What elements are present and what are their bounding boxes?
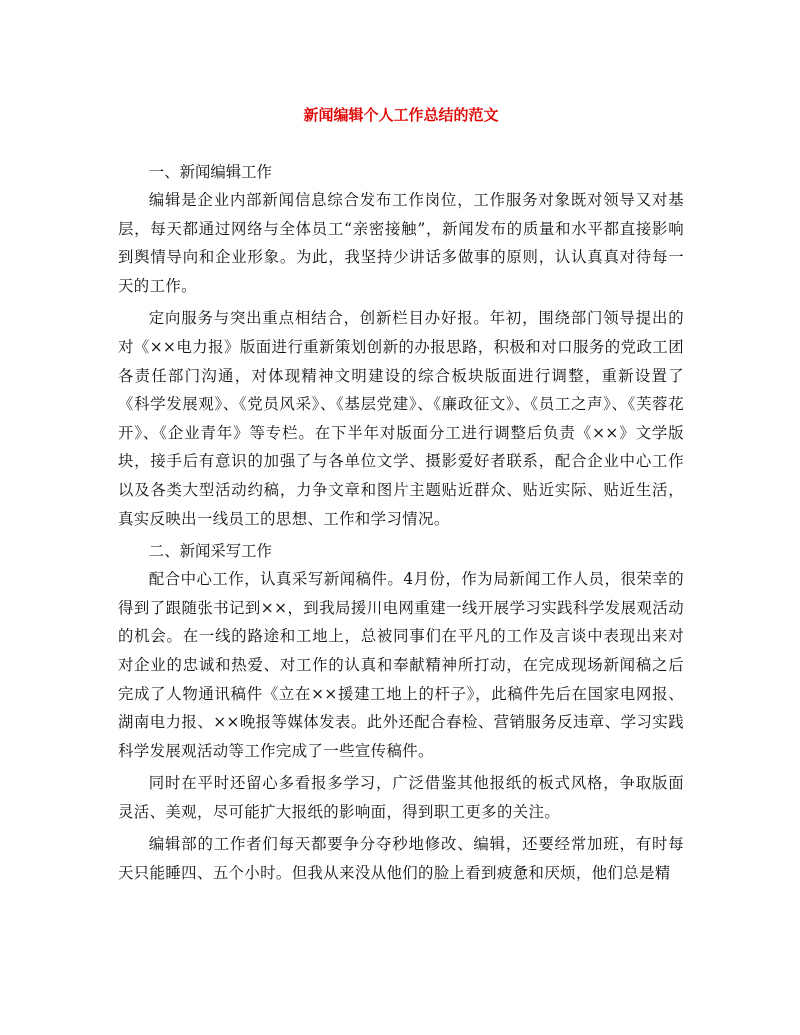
document-page xyxy=(118,104,684,892)
body-paragraph: 编辑是企业内部新闻信息综合发布工作岗位，工作服务对象既对领导又对基层，每天都通过网络与全体员工“亲密接触”，新闻发布的质量和水平都直接影响到舆情导向和企业形象。为此，我坚持少讲话多做事的原则，认认真真对待每一天的工作。 xyxy=(118,191,684,295)
body-paragraph: 编辑部的工作者们每天都要争分夺秒地修改、编辑，还要经常加班，有时每天只能睡四、五个小时。但我从来没从他们的脸上看到疲惫和厌烦，他们总是精 xyxy=(118,835,684,883)
section-heading: 二、新闻采写工作 xyxy=(148,542,272,561)
document-title: 新闻编辑个人工作总结的范文 xyxy=(303,106,499,124)
section-heading: 一、新闻编辑工作 xyxy=(148,163,272,181)
body-paragraph: 配合中心工作，认真采写新闻稿件。4月份，作为局新闻工作人员，很荣幸的得到了跟随张书记到××，到我局援川电网重建一线开展学习实践科学发展观活动的机会。在一线的路途和工地上，总被同事们在平凡的工作及言谈中表现出来对对企业的忠诚和热爱、对工作的认真和奉献精神所打动，在完成现场新闻稿之后完成了人物通讯稿件《立在××援建工地上的杆子》，此稿件先后在国家电网报、湖南电力报、××晚报等媒体发表。此外还配合春检、营销服务反违章、学习实践科学发展观活动等工作完成了一些宣传稿件。 xyxy=(118,570,684,760)
body-paragraph: 定向服务与突出重点相结合，创新栏目办好报。年初，围绕部门领导提出的对《××电力报》版面进行重新策划创新的办报思路，积极和对口服务的党政工团各责任部门沟通，对体现精神文明建设的综合板块版面进行调整，重新设置了《科学发展观》、《党员风采》、《基层党建》、《廉政征文》、《员工之声》、《芙蓉花开》、《企业青年》等专栏。在下半年对版面分工进行调整后负责《××》文学版块，接手后有意识的加强了与各单位文学、摄影爱好者联系，配合企业中心工作以及各类大型活动约稿，力争文章和图片主题贴近群众、贴近实际、贴近生活，真实反映出一线员工的思想、工作和学习情况。 xyxy=(118,309,684,528)
body-paragraph: 同时在平时还留心多看报多学习，广泛借鉴其他报纸的板式风格，争取版面灵活、美观，尽可能扩大报纸的影响面，得到职工更多的关注。 xyxy=(118,774,684,821)
